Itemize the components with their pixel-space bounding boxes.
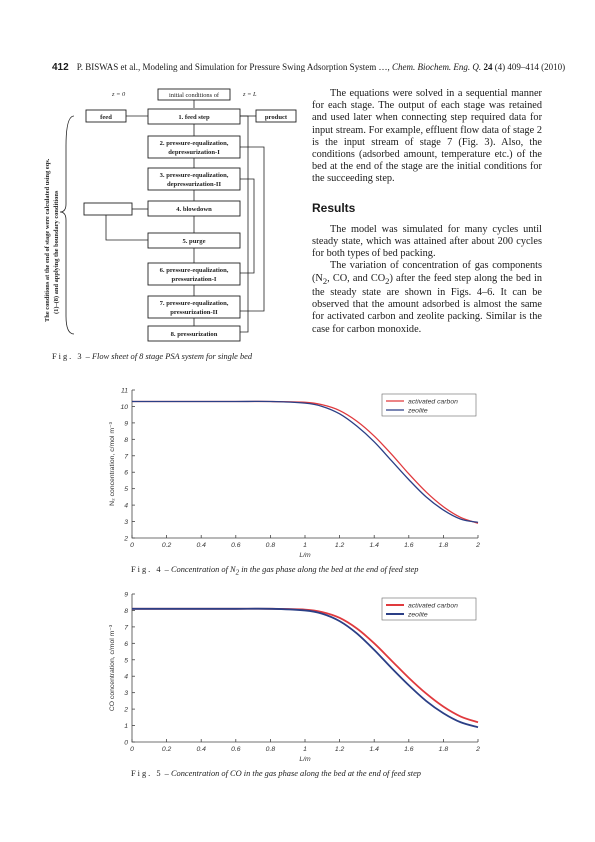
x-tick-label: 2 (476, 542, 480, 549)
page-number: 412 (52, 62, 69, 73)
legend-label: zeolite (408, 407, 428, 415)
series-line-activated-carbon (132, 609, 478, 723)
x-tick-label: 0.8 (265, 746, 276, 753)
svg-text:4. blowdown: 4. blowdown (176, 206, 212, 213)
fig4-label: Fig. 4 (131, 565, 163, 574)
svg-text:pressurization-II: pressurization-II (170, 309, 218, 316)
flowsheet-side-note-2: (1)–(8) and applying the boundary conditions (53, 190, 60, 314)
label-z0: z = 0 (112, 91, 126, 98)
legend-label: zeolite (408, 611, 428, 619)
y-tick-label: 8 (124, 607, 128, 615)
svg-text:pressurization-I: pressurization-I (171, 276, 217, 283)
y-axis-label: N₂ concentration, c/mol m⁻³ (109, 422, 116, 506)
header-volume: 24 (483, 62, 493, 72)
fig5-caption: Fig. 5 – Concentration of CO in the gas phase along the bed at the end of feed step (131, 769, 421, 778)
x-tick-label: 0.6 (231, 746, 241, 753)
fig3-text: – Flow sheet of 8 stage PSA system for single bed (83, 352, 253, 361)
step-7 (148, 296, 240, 318)
svg-text:3. pressure-equalization,: 3. pressure-equalization, (159, 172, 229, 179)
x-tick-label: 1.2 (334, 746, 345, 753)
init-label: initial conditions of (168, 92, 220, 99)
y-tick-label: 11 (120, 387, 128, 395)
fig5-chart (104, 586, 494, 766)
legend-label: activated carbon (408, 398, 458, 406)
paragraph-2: The model was simulated for many cycles until steady state, which was attained after about 200 cycles for both types of bed packing. (312, 223, 542, 260)
paragraph-1: The equations were solved in a sequential manner for each stage. The output of each stage was retained and used later when connecting step required data for input stream. For example, effluent flow data of stage 2 is the input stream of stage 7 (Fig. 3). Also, the conditions (adsorbed amount, temperature etc.) of the bed at the end of the stage are the initial conditions for the succeeding step. (312, 88, 542, 185)
x-tick-label: 0 (130, 542, 134, 549)
y-tick-label: 7 (124, 624, 128, 632)
x-axis-label: L/m (299, 756, 311, 763)
x-tick-label: 1 (303, 542, 307, 549)
step-1 (148, 109, 240, 124)
y-tick-label: 0 (124, 739, 128, 747)
svg-text:6. pressure-equalization,: 6. pressure-equalization, (159, 267, 229, 274)
y-tick-label: 6 (124, 469, 128, 477)
by-product-box (84, 203, 132, 215)
step-3 (148, 168, 240, 190)
y-tick-label: 8 (124, 436, 128, 444)
step-4 (148, 201, 240, 216)
y-axis-label: CO concentration, c/mol m⁻³ (109, 624, 116, 712)
x-tick-label: 0 (130, 746, 134, 753)
y-tick-label: 6 (124, 640, 128, 648)
x-tick-label: 1.8 (438, 542, 449, 549)
y-tick-label: 2 (124, 535, 128, 543)
running-header (52, 62, 566, 73)
svg-text:2. pressure-equalization,: 2. pressure-equalization, (159, 140, 229, 147)
step-6 (148, 263, 240, 285)
y-tick-label: 10 (120, 403, 128, 411)
fig4-chart (104, 382, 494, 562)
svg-text:depressurization-II: depressurization-II (166, 181, 222, 188)
fig3-caption (52, 352, 252, 361)
brace (60, 116, 74, 334)
svg-text:1. feed step: 1. feed step (178, 114, 210, 121)
flowsheet-side-note-1: The conditions at the end of stage were calculated using eqs. (44, 158, 51, 322)
header-issue: (4) 409–414 (2010) (494, 62, 566, 72)
x-tick-label: 0.2 (161, 746, 172, 753)
fig4-caption: Fig. 4 – Concentration of $N_2$ in the gas phase along the bed at the end of feed step (131, 565, 419, 577)
x-tick-label: 1.6 (404, 746, 414, 753)
x-tick-label: 1.4 (369, 542, 379, 549)
product-label: product (264, 114, 288, 121)
series-line-zeolite (132, 609, 478, 728)
paragraph-3: The variation of concentration of gas components ($N_2$, CO, and $CO_2$) after the feed step along the bed in the steady state are shown in Figs. 4–6. It can be observed that the amount adsorbed is almost the same for activated carbon and zeolite packing. Similar is the case for carbon monoxide. (312, 260, 542, 335)
x-tick-label: 1.6 (404, 542, 414, 549)
x-axis-label: L/m (299, 552, 311, 559)
y-tick-label: 5 (124, 486, 128, 494)
label-zl: z = L (243, 91, 257, 98)
series-line-zeolite (132, 398, 478, 522)
y-tick-label: 1 (124, 723, 128, 731)
x-tick-label: 1.8 (438, 746, 449, 753)
fig3-label: Fig. 3 (52, 352, 84, 361)
svg-text:5. purge: 5. purge (182, 238, 206, 245)
y-tick-label: 5 (124, 657, 128, 665)
x-tick-label: 0.8 (265, 542, 276, 549)
svg-text:7. pressure-equalization,: 7. pressure-equalization, (159, 300, 229, 307)
svg-text:8. pressurization: 8. pressurization (170, 331, 218, 338)
y-tick-label: 2 (124, 706, 128, 714)
results-heading: Results (312, 200, 356, 215)
x-tick-label: 1.2 (334, 542, 345, 549)
y-tick-label: 7 (124, 453, 128, 461)
step-5 (148, 233, 240, 248)
flowsheet-figure (40, 86, 302, 348)
y-tick-label: 9 (124, 591, 128, 599)
feed-label: feed (100, 114, 112, 121)
y-tick-label: 3 (124, 690, 128, 698)
y-tick-label: 9 (124, 420, 128, 428)
x-tick-label: 0.2 (161, 542, 172, 549)
x-tick-label: 0.4 (196, 542, 206, 549)
header-journal: Chem. Biochem. Eng. Q. (391, 62, 482, 72)
x-tick-label: 0.6 (231, 542, 241, 549)
x-tick-label: 1.4 (369, 746, 379, 753)
header-authors: P. BISWAS et al., Modeling and Simulation for Pressure Swing Adsorption System …, (76, 62, 390, 72)
right-column (312, 88, 542, 336)
series-line-activated-carbon (132, 398, 478, 523)
legend-label: activated carbon (408, 602, 458, 610)
step-2 (148, 136, 240, 158)
step-8 (148, 326, 240, 341)
x-tick-label: 2 (476, 746, 480, 753)
y-tick-label: 4 (124, 673, 128, 681)
y-tick-label: 3 (124, 519, 128, 527)
x-tick-label: 1 (303, 746, 307, 753)
x-tick-label: 0.4 (196, 746, 206, 753)
svg-text:depressurization-I: depressurization-I (168, 149, 220, 156)
y-tick-label: 4 (124, 502, 128, 510)
fig5-label: Fig. 5 (131, 769, 163, 778)
